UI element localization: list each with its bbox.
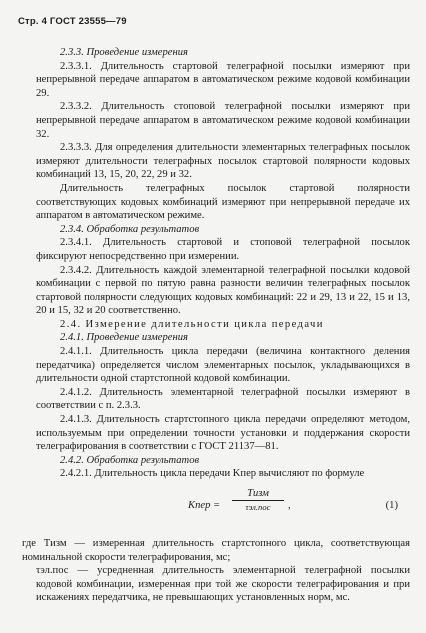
paragraph: 2.4.1.2. Длительность элементарной телеграфной посылки измеряют в соответствии с п. 2.3.3. — [36, 386, 410, 412]
section-heading: 2.3.4. Обработка результатов — [60, 223, 200, 235]
paragraph: 2.3.3.3. Для определения длительности элементарных телеграфных посылок измеряют длительности телеграфных посылок стартовой полярности кодовых комбинаций 13, 15, 20, 22, 29 и 32. — [36, 142, 410, 181]
paragraph: 2.4.2.1. Длительность цикла передачи Kпер вычисляют по формуле — [60, 468, 365, 480]
formula-fraction — [232, 488, 284, 512]
formula-denominator: τэл.пос — [245, 502, 271, 512]
formula-numerator: Tизм — [232, 488, 284, 501]
paragraph: 2.3.3.1. Длительность стартовой телеграфной посылки измеряют при непрерывной передаче аппаратом в автоматическом режиме кодовой комбинации 29. — [36, 60, 410, 99]
formula-comma: , — [288, 500, 291, 511]
section-heading: 2.3.3. Проведение измерения — [60, 47, 188, 58]
paragraph: 2.4.1.1. Длительность цикла передачи (величина контактного деления передатчика) определяется числом элементарных посылок, укладывающихся в длительности одной стартстопной кодовой комбинации. — [36, 346, 410, 385]
document-body — [22, 46, 410, 605]
paragraph: Длительность телеграфных посылок стартовой полярности соответствующих кодовых комбинаций измеряют при непрерывной передаче их аппаратом в автоматическом режиме. — [36, 182, 410, 222]
formula — [36, 485, 410, 529]
definition-tau: τэл.пос — усредненная длительность элементарной телеграфной посылки кодовой комбинации, измеренная при той же скорости телеграфирования и при искажениях передатчика, не превышающих установленных норм, мс. — [36, 565, 410, 604]
formula-number: (1) — [385, 500, 398, 511]
paragraph: 2.4.1.3. Длительность стартстопного цикла передачи определяют методом, используемым при определении точности установки и поддержания скорости телеграфирования в соответствии с ГОСТ 21137—81. — [36, 414, 410, 453]
section-heading: 2.4.2. Обработка результатов — [60, 454, 200, 466]
definition-t-izm: где Tизм — измеренная длительность стартстопного цикла, соответствующая номинальной скорости телеграфирования, мс; — [22, 538, 410, 563]
paragraph: 2.3.3.2. Длительность стоповой телеграфной посылки измеряют при непрерывной передаче аппаратом в автоматическом режиме кодовой комбинации 32. — [36, 101, 410, 140]
formula-lhs: Kпер = — [188, 500, 221, 511]
section-heading: 2.4.1. Проведение измерения — [60, 332, 188, 344]
paragraph: 2.3.4.1. Длительность стартовой и стоповой телеграфной посылок фиксируют непосредственно при измерении. — [36, 237, 410, 262]
paragraph: 2.3.4.2. Длительность каждой элементарной телеграфной посылки кодовой комбинации с первой по пятую равна разности величин телеграфных посылок стартовой полярности следующих кодовых комбинаций: 22 и 29, 13 и 22, 15 и 13, 20 и 15, 32 и 20 соответственно. — [36, 264, 410, 317]
page-header: Стр. 4 ГОСТ 23555—79 — [18, 16, 127, 27]
section-title: 2.4. Измерение длительности цикла передачи — [60, 318, 324, 330]
